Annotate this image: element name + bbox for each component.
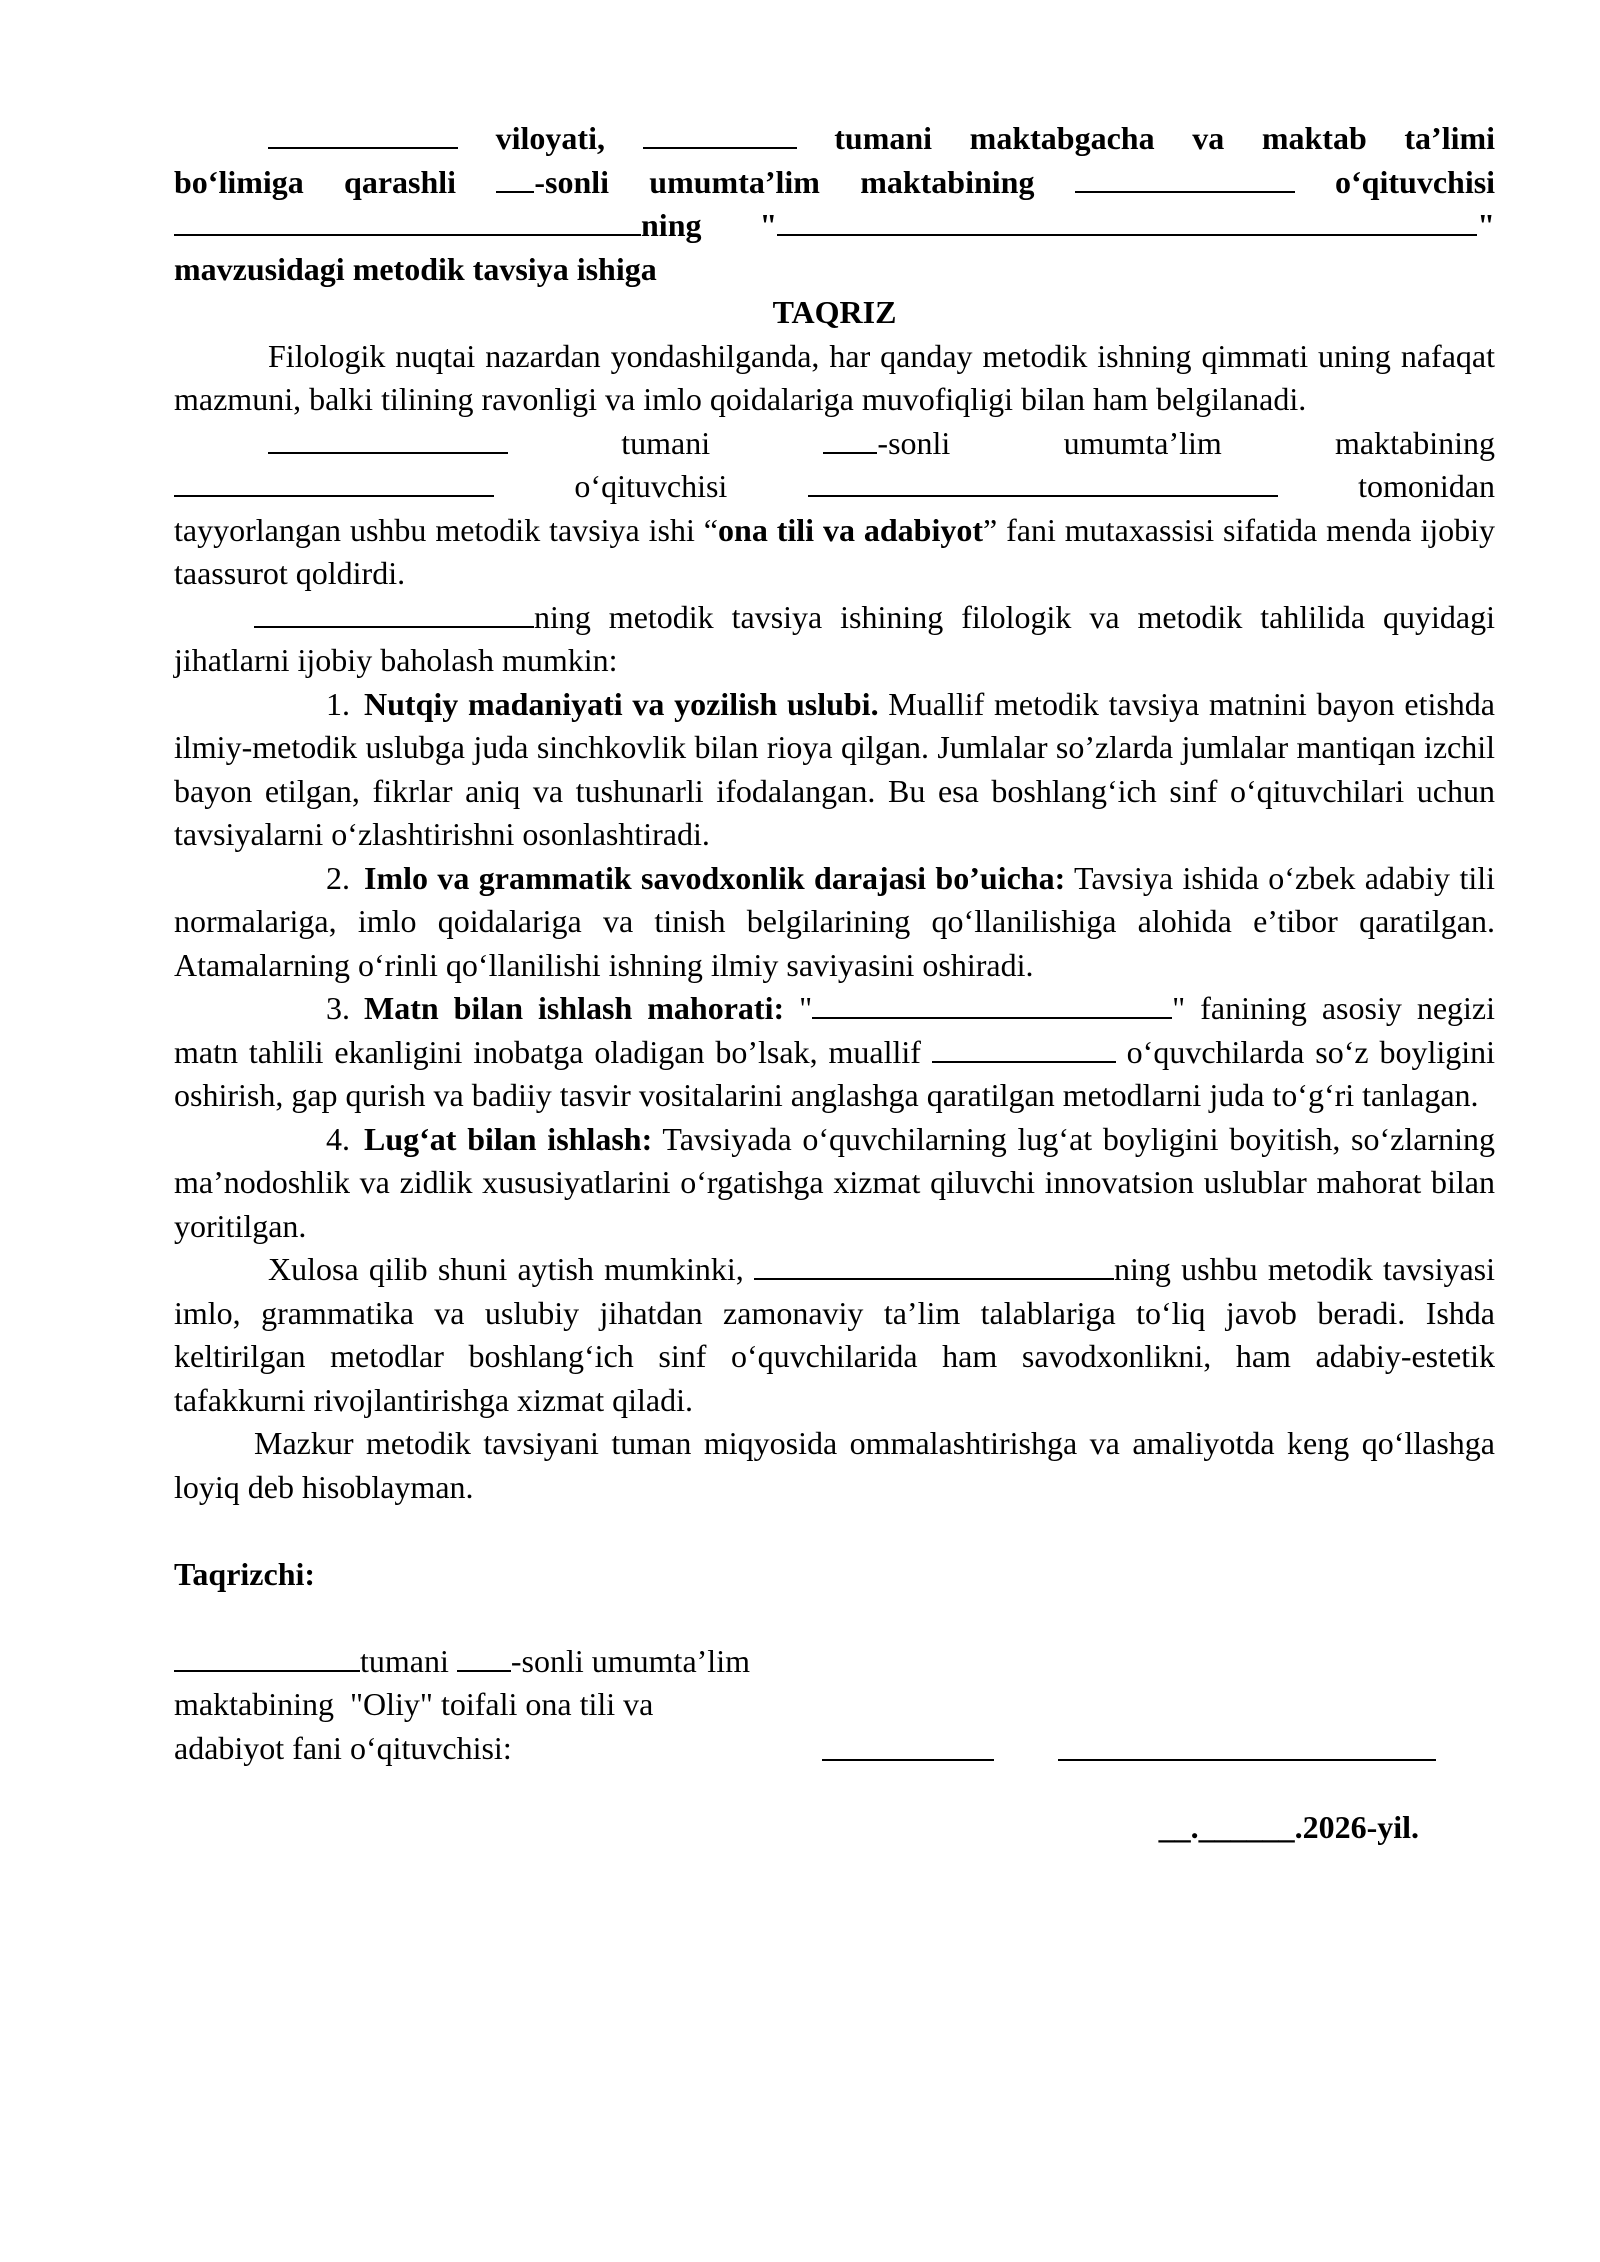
- date-blank: __.______: [1158, 1809, 1295, 1845]
- paragraph-recommendation: Mazkur metodik tavsiyani tuman miqyosida ommalashtirishga va amaliyotda keng qo‘llashga loyiq deb hisoblayman.: [174, 1425, 1495, 1505]
- conclusion-text-a: Xulosa qilib shuni aytish mumkinki,: [268, 1251, 754, 1287]
- header-line-2: [174, 161, 1495, 205]
- list-item-3: [174, 987, 1495, 1118]
- subject-name: ona tili va adabiyot: [718, 511, 984, 548]
- subject-blank: [1075, 161, 1295, 193]
- signature-blank: [822, 1757, 994, 1761]
- conclusion-text-b: ning ushbu metodik tavsiyasi imlo, grammatika va uslubiy jihatdan zamonaviy ta’lim talablariga to‘liq javob beradi. Ishda keltirilgan metodlar boshlang‘ich sinf o‘quvchilarida ham savodxonlikni, ham adabiy-estetik tafakkurni rivojlantirishga xizmat qiladi.: [174, 1251, 1495, 1418]
- reviewer-line-1: [174, 1640, 1495, 1684]
- list-number-2: 2.: [326, 859, 350, 896]
- list-number-4: 4.: [326, 1120, 350, 1157]
- date-year: .2026-yil.: [1294, 1809, 1419, 1845]
- reviewer-line-3: [174, 1727, 1495, 1771]
- list-text-3b: " fanining asosiy negizi matn tahlili ekanligini inobatga oladigan bo’lsak, muallif: [174, 990, 1496, 1070]
- topic-blank: [777, 204, 1477, 236]
- paragraph-2-rest: [174, 509, 1495, 596]
- maktabining-text: maktabining: [1335, 424, 1495, 461]
- school-number-blank-2: [823, 422, 877, 454]
- header-line-2-c: o‘qituvchisi: [1335, 163, 1496, 200]
- list-number-1: 1.: [326, 685, 350, 722]
- district-blank: [643, 117, 797, 149]
- review-document: [174, 117, 1495, 1850]
- sonli-text: -sonli: [877, 424, 951, 461]
- list-heading-4: Lug‘at bilan ishlash:: [364, 1120, 653, 1157]
- header-line-2-b: -sonli umumta’lim maktabining: [534, 163, 1035, 200]
- tayyorlangan-text: tayyorlangan ushbu metodik tavsiya ishi “: [174, 511, 719, 548]
- paragraph-2-line-1: [174, 422, 1495, 466]
- teacher-name-blank: [174, 204, 641, 236]
- viloyati-text: viloyati,: [495, 120, 605, 156]
- ning-text: ning: [641, 207, 702, 243]
- quote-open: ": [759, 207, 778, 243]
- paragraph-intro: Filologik nuqtai nazardan yondashilganda, har qanday metodik ishning qimmati uning nafaqat mazmuni, balki tilining ravonligi va imlo qoidalariga muvofiqligi bilan ham belgilanadi.: [174, 337, 1495, 417]
- quote-close: ": [1477, 207, 1495, 243]
- subject-blank-3: [812, 987, 1172, 1019]
- header-line-1: [174, 117, 1495, 161]
- list-heading-1: Nutqiy madaniyati va yozilish uslubi.: [364, 685, 879, 722]
- paragraph-3: [174, 596, 1495, 683]
- list-item-2: [174, 857, 1495, 988]
- school-number-blank: [496, 161, 534, 193]
- list-number-3: 3.: [326, 990, 350, 1026]
- list-text-2: Tavsiya ishida o‘zbek adabiy tili normalariga, imlo qoidalariga va tinish belgilarining qo‘llanilishiga alohida e’tibor qaratilgan. Atamalarning o‘rinli qo‘llanilishi ishning ilmiy saviyasini oshiradi.: [174, 859, 1495, 983]
- umumtalim-text: umumta’lim: [1063, 424, 1222, 461]
- list-text-4: Tavsiyada o‘quvchilarning lug‘at boyligini boyitish, so‘zlarning ma’nodoshlik va zidlik xususiyatlarini o‘rgatishga xizmat qiluvchi innovatsion uslublar mahorat bilan yoritilgan.: [174, 1120, 1495, 1244]
- reviewer-district-blank: [174, 1640, 360, 1672]
- paragraph-3-text: ning metodik tavsiya ishining filologik va metodik tahlilida quyidagi jihatlarni ijobiy baholash mumkin:: [174, 598, 1495, 678]
- author-blank: [932, 1031, 1116, 1063]
- reviewer-line-1-rest: -sonli umumta’lim: [510, 1642, 750, 1679]
- paragraph-conclusion: [174, 1248, 1495, 1422]
- reviewer-school-blank: [457, 1640, 511, 1672]
- paragraph-2-line-2: [174, 465, 1495, 509]
- reviewer-tumani: tumani: [360, 1642, 449, 1679]
- teacher-name-blank-3: [254, 596, 534, 628]
- list-text-3c: o‘quvchilarda so‘z boyligini oshirish, gap qurish va badiiy tasvir vositalarini anglashga qaratilgan metodlarni juda to‘g‘ri tanlagan.: [174, 1033, 1496, 1113]
- district-blank-2: [268, 422, 508, 454]
- tumani-text: tumani: [621, 424, 711, 461]
- region-blank: [268, 117, 458, 149]
- header-line-4: mavzusidagi metodik tavsiya ishiga: [174, 250, 657, 287]
- list-text-1: Muallif metodik tavsiya matnini bayon etishda ilmiy-metodik uslubga juda sinchkovlik bilan rioya qilgan. Jumlalar so’zlarda jumlalar mantiqan izchil bayon etilgan, fikrlar aniq va tushunarli ifodalangan. Bu esa boshlang‘ich sinf o‘qituvchilari uchun tavsiyalarni o‘zlashtirishni osonlashtiradi.: [174, 685, 1496, 852]
- teacher-name-blank-4: [754, 1248, 1114, 1280]
- list-text-3a: ": [784, 990, 813, 1026]
- reviewer-name-blank: [1058, 1757, 1436, 1761]
- qituvchisi-text: o‘qituvchisi: [574, 468, 728, 504]
- paragraph-2-end: ” fani mutaxassisi sifatida menda ijobiy taassurot qoldirdi.: [174, 511, 1496, 591]
- list-item-4: [174, 1118, 1495, 1249]
- reviewer-line-2: maktabining "Oliy" toifali ona tili va: [174, 1686, 654, 1722]
- reviewer-label: Taqrizchi:: [174, 1555, 316, 1592]
- subject-blank-2: [174, 465, 494, 497]
- teacher-name-blank-2: [808, 465, 1278, 497]
- list-heading-2: Imlo va grammatik savodxonlik darajasi bo’uicha:: [364, 859, 1066, 896]
- tomonidan-text: tomonidan: [1358, 468, 1496, 504]
- reviewer-position: adabiyot fani o‘qituvchisi:: [174, 1729, 512, 1766]
- list-item-1: [174, 683, 1495, 857]
- header-line-1-rest: tumani maktabgacha va maktab ta’limi: [834, 120, 1496, 156]
- header-line-2-a: bo‘limiga qarashli: [174, 163, 457, 200]
- list-heading-3: Matn bilan ishlash mahorati:: [364, 990, 785, 1026]
- document-title: TAQRIZ: [772, 294, 897, 330]
- date-line: [174, 1806, 1495, 1850]
- header-line-3: [174, 204, 1495, 248]
